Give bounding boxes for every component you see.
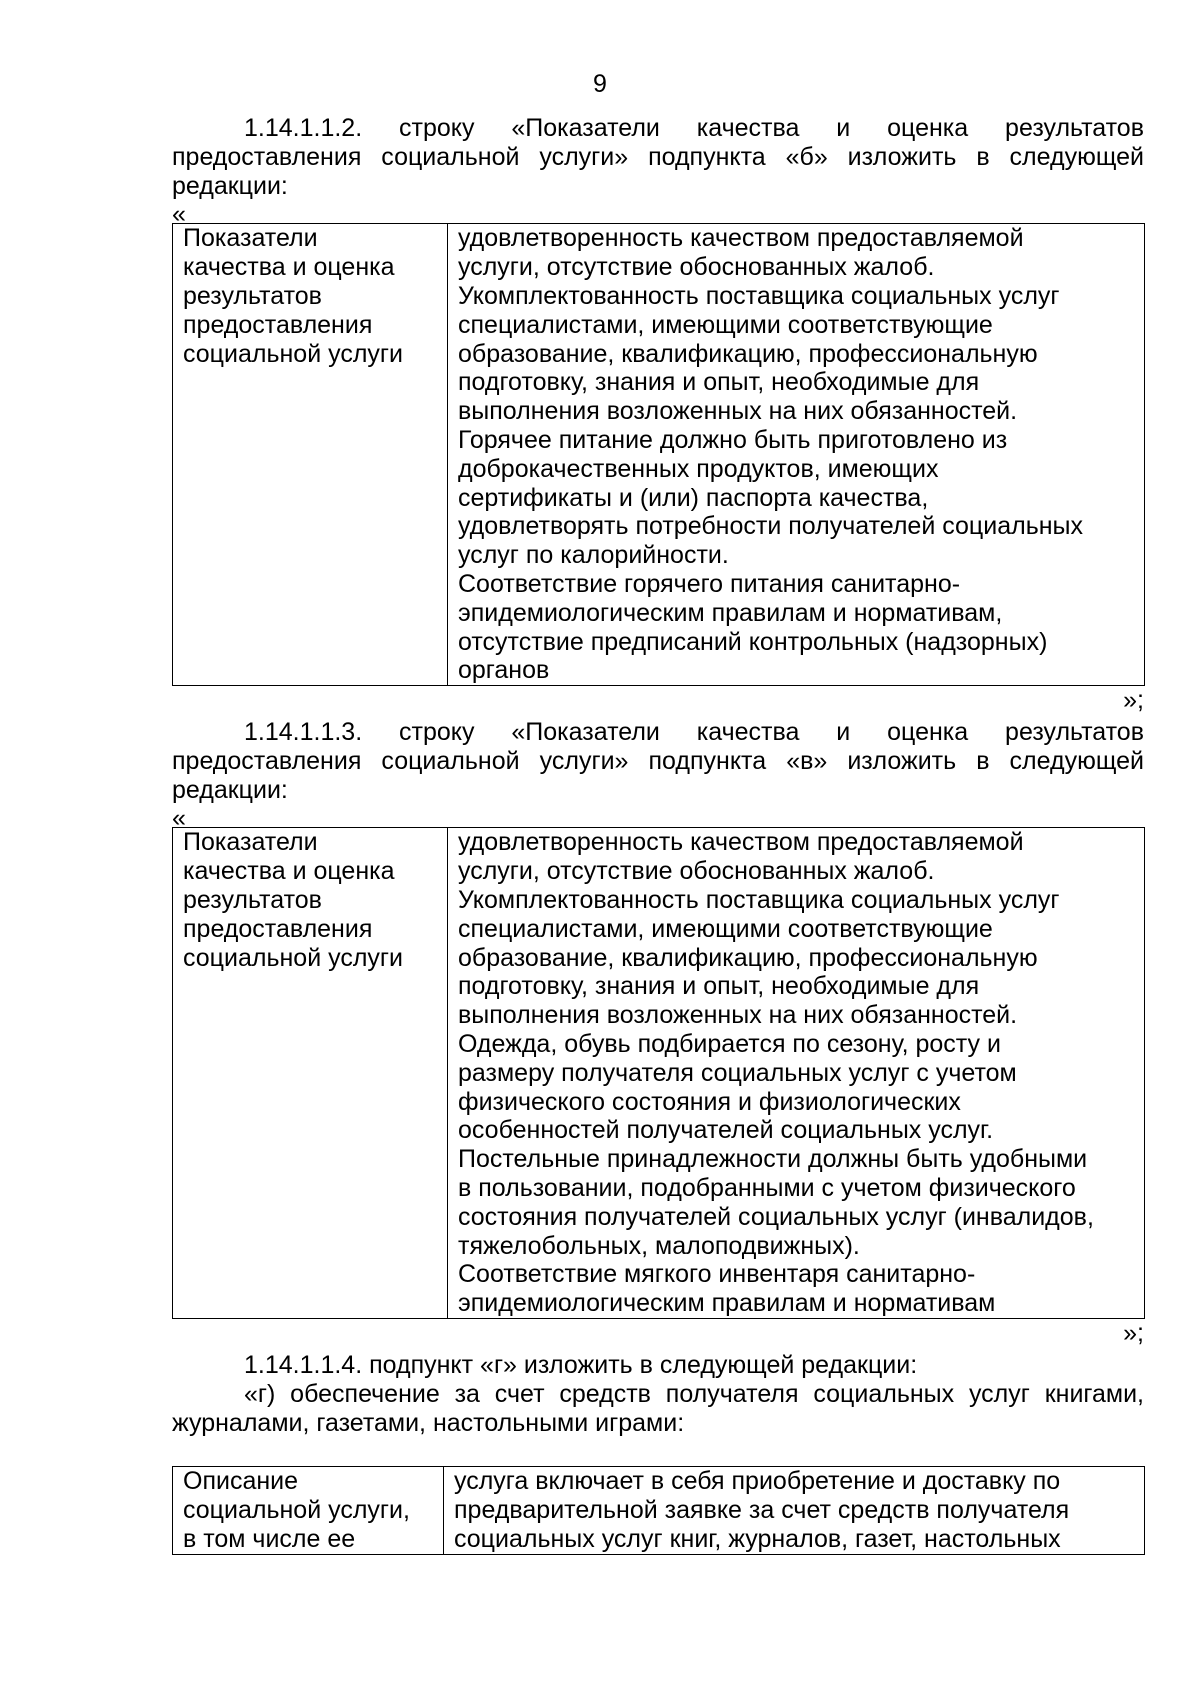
cell-line: социальных услуг книг, журналов, газет, настольных [454,1524,1061,1553]
section-2-quote-open: « [172,804,186,833]
cell-line: эпидемиологическим правилам и нормативам, [458,598,1003,627]
cell-line: качества и оценка [183,253,395,282]
section-3-line-1: 1.14.1.1.4. подпункт «г» изложить в следующей редакции: [244,1351,918,1379]
cell-line: физического состояния и физиологических [458,1087,961,1116]
cell-line: отсутствие предписаний контрольных (надзорных) [458,627,1048,656]
section-2-intro-end [172,776,1144,805]
section-1 [172,114,1144,715]
section-2-quote-close: »; [1123,1318,1144,1347]
cell-line: Описание [183,1467,299,1496]
section-3-line-2a: «г) обеспечение за счет средств получателя социальных услуг книгами, [244,1379,1144,1408]
table-row [173,1467,1145,1554]
section-3-left-cell [173,1467,444,1554]
cell-line: Одежда, обувь подбирается по сезону, росту и [458,1029,1001,1058]
cell-line: особенностей получателей социальных услуг. [458,1116,994,1145]
table-row [173,828,1145,1319]
section-2-intro-line-1: 1.14.1.1.3. строку «Показатели качества и оценка результатов [244,718,1144,746]
cell-line: выполнения возложенных на них обязанностей. [458,397,1018,426]
cell-line: Показатели [183,828,318,857]
cell-line: социальной услуги, [183,1496,410,1525]
cell-line: образование, квалификацию, профессиональную [458,339,1038,368]
cell-line: Горячее питание должно быть приготовлено из [458,425,1008,454]
cell-line: подготовку, знания и опыт, необходимые для [458,972,980,1001]
cell-line: Соответствие горячего питания санитарно- [458,569,961,598]
cell-line: удовлетворять потребности получателей социальных [458,512,1083,541]
cell-line: Укомплектованность поставщика социальных услуг [458,885,1060,914]
spacer [172,1437,1144,1466]
section-1-intro-line-1: 1.14.1.1.2. строку «Показатели качества и оценка результатов [244,114,1144,142]
section-3-line-2-end [172,1409,1144,1438]
cell-line: результатов [183,885,322,914]
cell-line: услуг по калорийности. [458,541,729,570]
section-3-line-2b: журналами, газетами, настольными играми: [172,1408,685,1437]
cell-line: удовлетворенность качеством предоставляемой [458,828,1024,857]
section-1-intro-line-2: предоставления социальной услуги» подпункта «б» изложить в следующей [172,142,1144,171]
cell-line: размеру получателя социальных услуг с учетом [458,1058,1017,1087]
cell-line: Соответствие мягкого инвентаря санитарно- [458,1260,976,1289]
cell-line: состояния получателей социальных услуг (инвалидов, [458,1202,1094,1231]
section-1-quote-open: « [172,200,186,229]
cell-line: в пользовании, подобранными с учетом физического [458,1173,1076,1202]
cell-line: подготовку, знания и опыт, необходимые для [458,368,980,397]
cell-line: результатов [183,281,322,310]
cell-line: услуги, отсутствие обоснованных жалоб. [458,857,935,886]
cell-line: Постельные принадлежности должны быть удобными [458,1145,1088,1174]
section-1-intro [172,114,1144,143]
section-3-line-2 [172,1380,1144,1409]
section-2-intro-cont [172,747,1144,776]
cell-line: услуга включает в себя приобретение и доставку по [454,1467,1061,1496]
cell-line: выполнения возложенных на них обязанностей. [458,1001,1018,1030]
cell-line: предоставления [183,914,373,943]
cell-line: образование, квалификацию, профессиональную [458,943,1038,972]
section-1-intro-end [172,172,1144,201]
section-1-intro-line-3: редакции: [172,171,288,200]
section-2-right-cell [448,828,1145,1319]
section-2-table [172,827,1145,1319]
cell-line: тяжелобольных, малоподвижных). [458,1231,860,1260]
section-2-intro [172,718,1144,747]
section-1-table [172,223,1145,686]
section-1-quote-close: »; [1123,686,1144,715]
cell-line: социальной услуги [183,943,403,972]
cell-line: специалистами, имеющими соответствующие [458,914,993,943]
section-3-table [172,1466,1145,1554]
table-row [173,224,1145,686]
section-2 [172,718,1144,1348]
cell-line: Укомплектованность поставщика социальных услуг [458,281,1060,310]
section-2-intro-line-3: редакции: [172,775,288,804]
cell-line: удовлетворенность качеством предоставляемой [458,224,1024,253]
section-1-right-cell [448,224,1145,686]
section-3 [172,1351,1144,1555]
section-1-intro-cont [172,143,1144,172]
cell-line: органов [458,656,550,685]
cell-line: социальной услуги [183,339,403,368]
cell-line: доброкачественных продуктов, имеющих [458,454,939,483]
section-3-right-cell [444,1467,1145,1554]
cell-line: Показатели [183,224,318,253]
cell-line: в том числе ее [183,1524,356,1553]
section-1-left-cell [173,224,448,686]
cell-line: предварительной заявке за счет средств получателя [454,1496,1070,1525]
cell-line: качества и оценка [183,857,395,886]
section-2-left-cell [173,828,448,1319]
page-number: 9 [593,70,607,98]
cell-line: услуги, отсутствие обоснованных жалоб. [458,253,935,282]
cell-line: эпидемиологическим правилам и нормативам [458,1289,996,1318]
cell-line: специалистами, имеющими соответствующие [458,310,993,339]
cell-line: сертификаты и (или) паспорта качества, [458,483,929,512]
section-2-intro-line-2: предоставления социальной услуги» подпункта «в» изложить в следующей [172,746,1144,775]
cell-line: предоставления [183,310,373,339]
